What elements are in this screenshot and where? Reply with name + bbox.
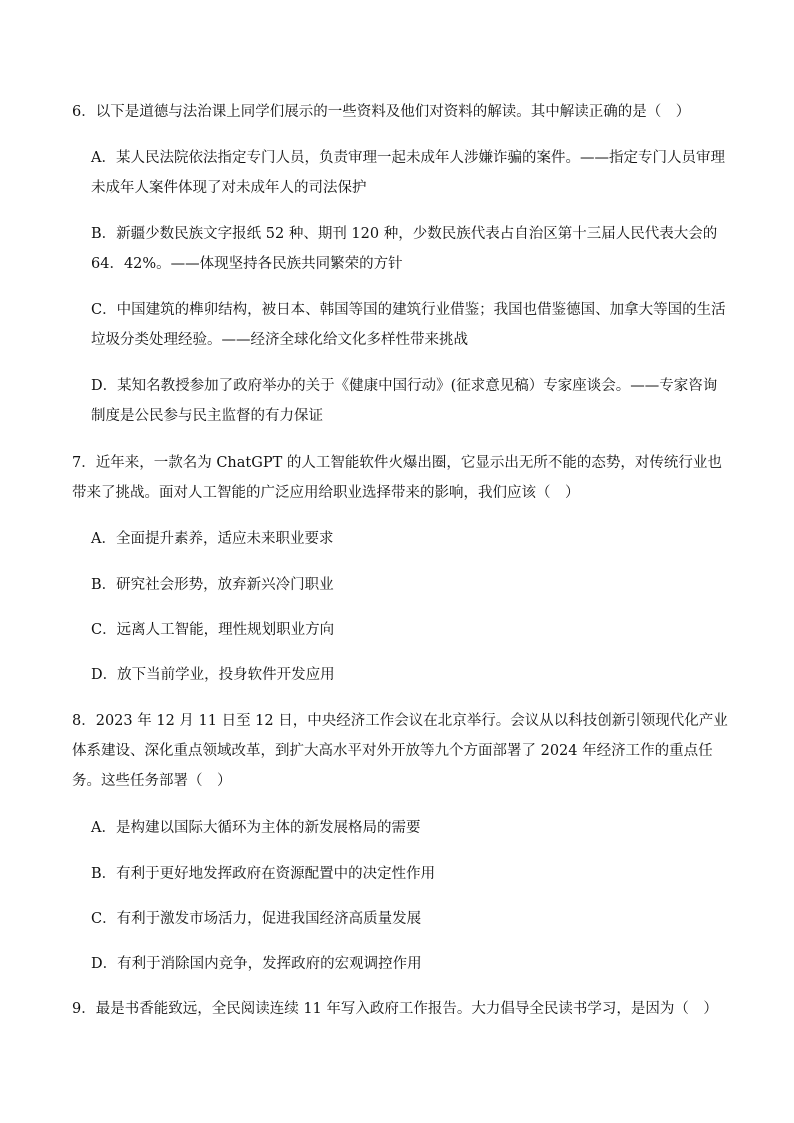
question-6-option-a: A．某人民法院依法指定专门人员，负责审理一起未成年人涉嫌诈骗的案件。——指定专门人员审理未成年人案件体现了对未成年人的司法保护 [91,150,725,196]
question-7-option-c: C．远离人工智能，理性规划职业方向 [91,622,335,638]
question-6-option-b: B．新疆少数民族文字报纸 52 种、期刊 120 种，少数民族代表占自治区第十三届人民代表大会的 64．42%。——体现坚持各民族共同繁荣的方针 [91,226,718,272]
question-7-option-a: A．全面提升素养，适应未来职业要求 [91,531,334,547]
question-8-option-d: D．有利于消除国内竞争，发挥政府的宏观调控作用 [91,956,422,972]
question-6-option-d: D．某知名教授参加了政府举办的关于《健康中国行动》(征求意见稿）专家座谈会。——专家咨询制度是公民参与民主监督的有力保证 [91,378,718,424]
question-7-option-d: D．放下当前学业，投身软件开发应用 [91,667,335,683]
question-7-option-b: B．研究社会形势，放弃新兴冷门职业 [91,577,334,593]
question-8-stem: 8．2023 年 12 月 11 日至 12 日，中央经济工作会议在北京举行。会议从以科技创新引领现代化产业体系建设、深化重点领域改革，到扩大高水平对外开放等九个方面部署了 2024 年经济工作的重点任务。这些任务部署（ ） [72,713,728,789]
question-8-option-c: C．有利于激发市场活力，促进我国经济高质量发展 [91,911,422,927]
question-7-stem: 7．近年来，一款名为 ChatGPT 的人工智能软件火爆出圈，它显示出无所不能的态势，对传统行业也带来了挑战。面对人工智能的广泛应用给职业选择带来的影响，我们应该（ ） [72,455,722,501]
question-6-option-c: C．中国建筑的榫卯结构，被日本、韩国等国的建筑行业借鉴；我国也借鉴德国、加拿大等国的生活垃圾分类处理经验。——经济全球化给文化多样性带来挑战 [91,302,726,348]
question-8-option-a: A．是构建以国际大循环为主体的新发展格局的需要 [91,820,421,836]
question-8-option-b: B．有利于更好地发挥政府在资源配置中的决定性作用 [91,866,436,882]
question-6-stem: 6．以下是道德与法治课上同学们展示的一些资料及他们对资料的解读。其中解读正确的是（ ） [72,104,691,120]
question-9-stem: 9．最是书香能致远，全民阅读连续 11 年写入政府工作报告。大力倡导全民读书学习，是因为（ ） [72,1001,718,1017]
